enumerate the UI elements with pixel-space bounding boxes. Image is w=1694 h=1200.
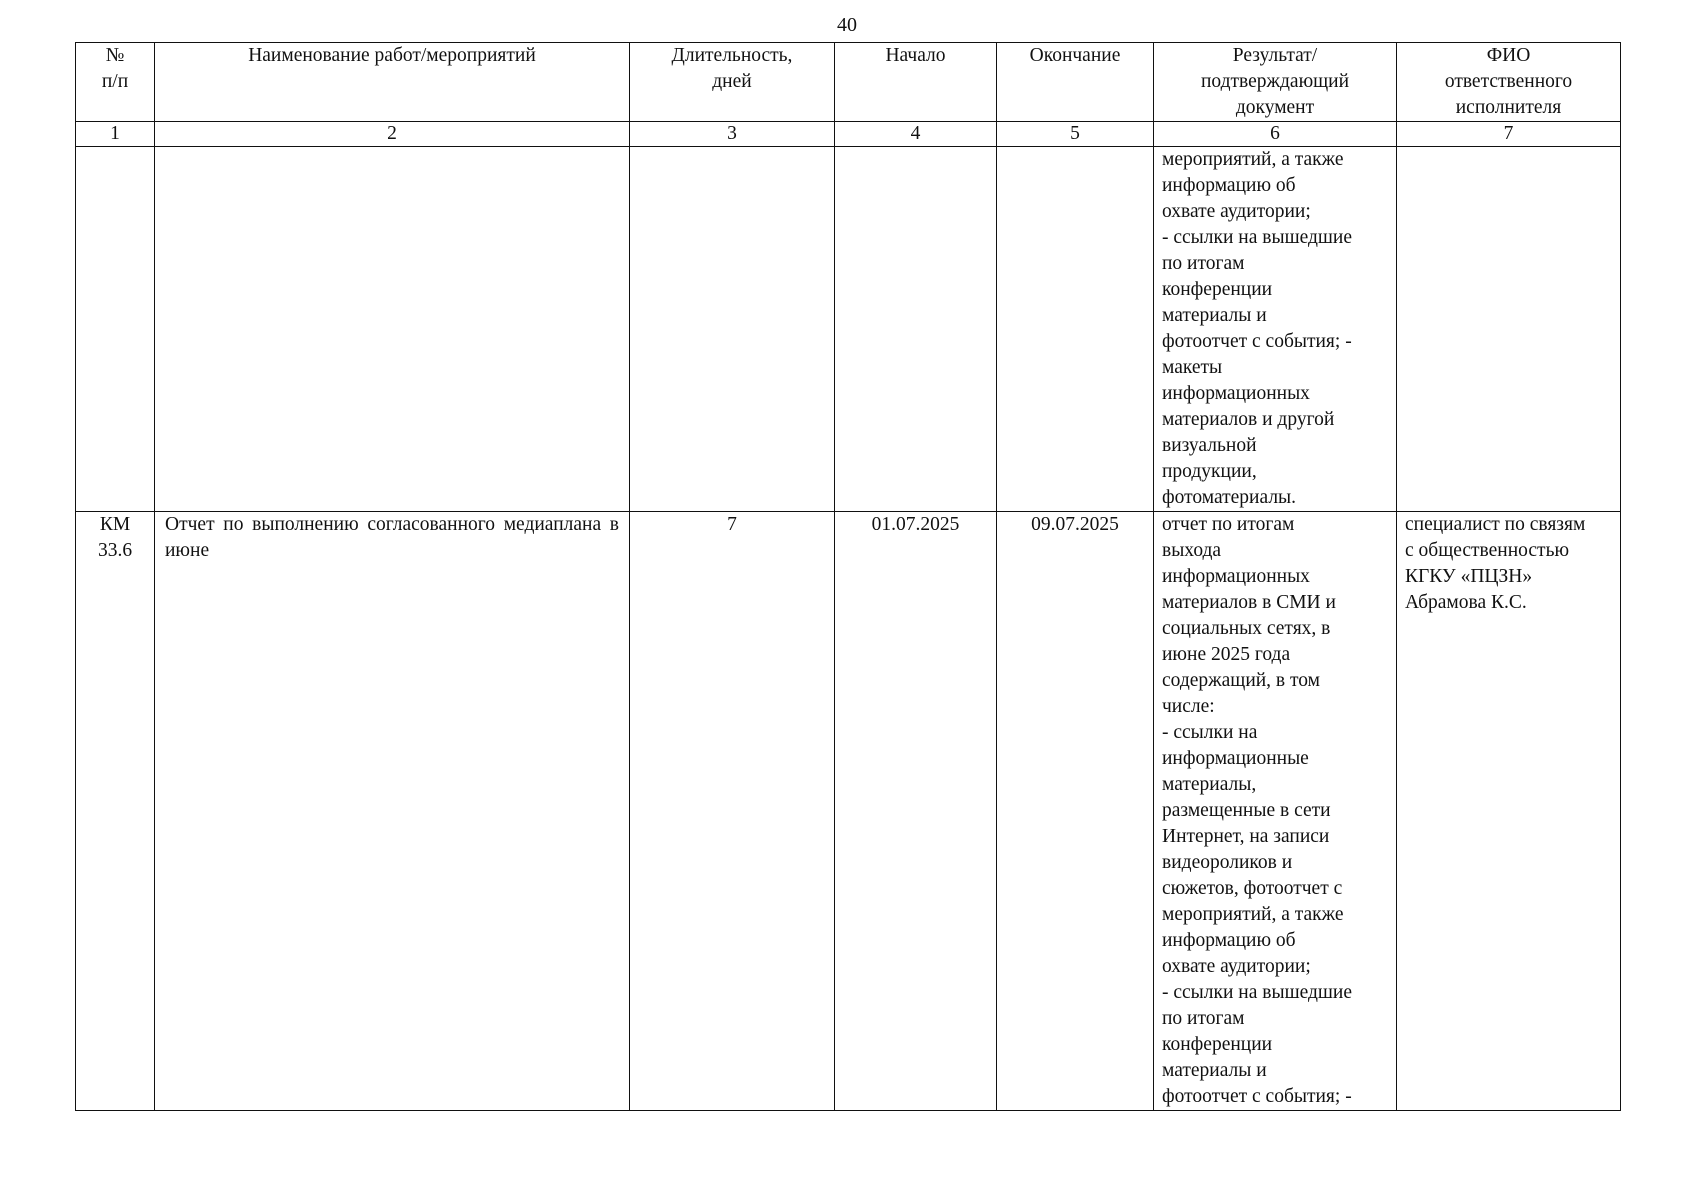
page-number: 40 xyxy=(837,14,857,36)
column-number: 2 xyxy=(155,122,630,147)
header-name: Наименование работ/мероприятий xyxy=(155,43,630,122)
cell-start: 01.07.2025 xyxy=(835,512,997,1111)
column-number: 5 xyxy=(997,122,1154,147)
column-number-row xyxy=(76,122,1621,147)
header-responsible: ФИО ответственного исполнителя xyxy=(1397,43,1621,122)
header-result: Результат/ подтверждающий документ xyxy=(1154,43,1397,122)
column-number: 1 xyxy=(76,122,155,147)
column-number: 7 xyxy=(1397,122,1621,147)
cell-name: Отчет по выполнению согласованного медиаплана в июне xyxy=(155,512,630,1111)
cell-responsible: специалист по связям с общественностью КГКУ «ПЦЗН» Абрамова К.С. xyxy=(1397,512,1621,1111)
column-number: 4 xyxy=(835,122,997,147)
cell-responsible xyxy=(1397,147,1621,512)
column-number: 6 xyxy=(1154,122,1397,147)
cell-result: мероприятий, а также информацию об охвате аудитории; - ссылки на вышедшие по итогам конференции материалы и фотоотчет с события; - макеты информационных материалов и другой визуальной продукции, фотоматериалы. xyxy=(1154,147,1397,512)
header-start: Начало xyxy=(835,43,997,122)
table-row xyxy=(76,147,1621,512)
cell-duration xyxy=(630,147,835,512)
cell-end: 09.07.2025 xyxy=(997,512,1154,1111)
header-end: Окончание xyxy=(997,43,1154,122)
cell-end xyxy=(997,147,1154,512)
table-row xyxy=(76,512,1621,1111)
cell-name xyxy=(155,147,630,512)
header-row xyxy=(76,43,1621,122)
cell-duration: 7 xyxy=(630,512,835,1111)
cell-num xyxy=(76,147,155,512)
cell-result: отчет по итогам выхода информационных материалов в СМИ и социальных сетях, в июне 2025 года содержащий, в том числе: - ссылки на информационные материалы, размещенные в сети Интернет, на записи видеороликов и сюжетов, фотоотчет с мероприятий, а также информацию об охвате аудитории; - ссылки на вышедшие по итогам конференции материалы и фотоотчет с события; - xyxy=(1154,512,1397,1111)
cell-num: КМ 33.6 xyxy=(76,512,155,1111)
header-num: № п/п xyxy=(76,43,155,122)
plan-table xyxy=(75,42,1621,1111)
cell-start xyxy=(835,147,997,512)
header-duration: Длительность, дней xyxy=(630,43,835,122)
column-number: 3 xyxy=(630,122,835,147)
